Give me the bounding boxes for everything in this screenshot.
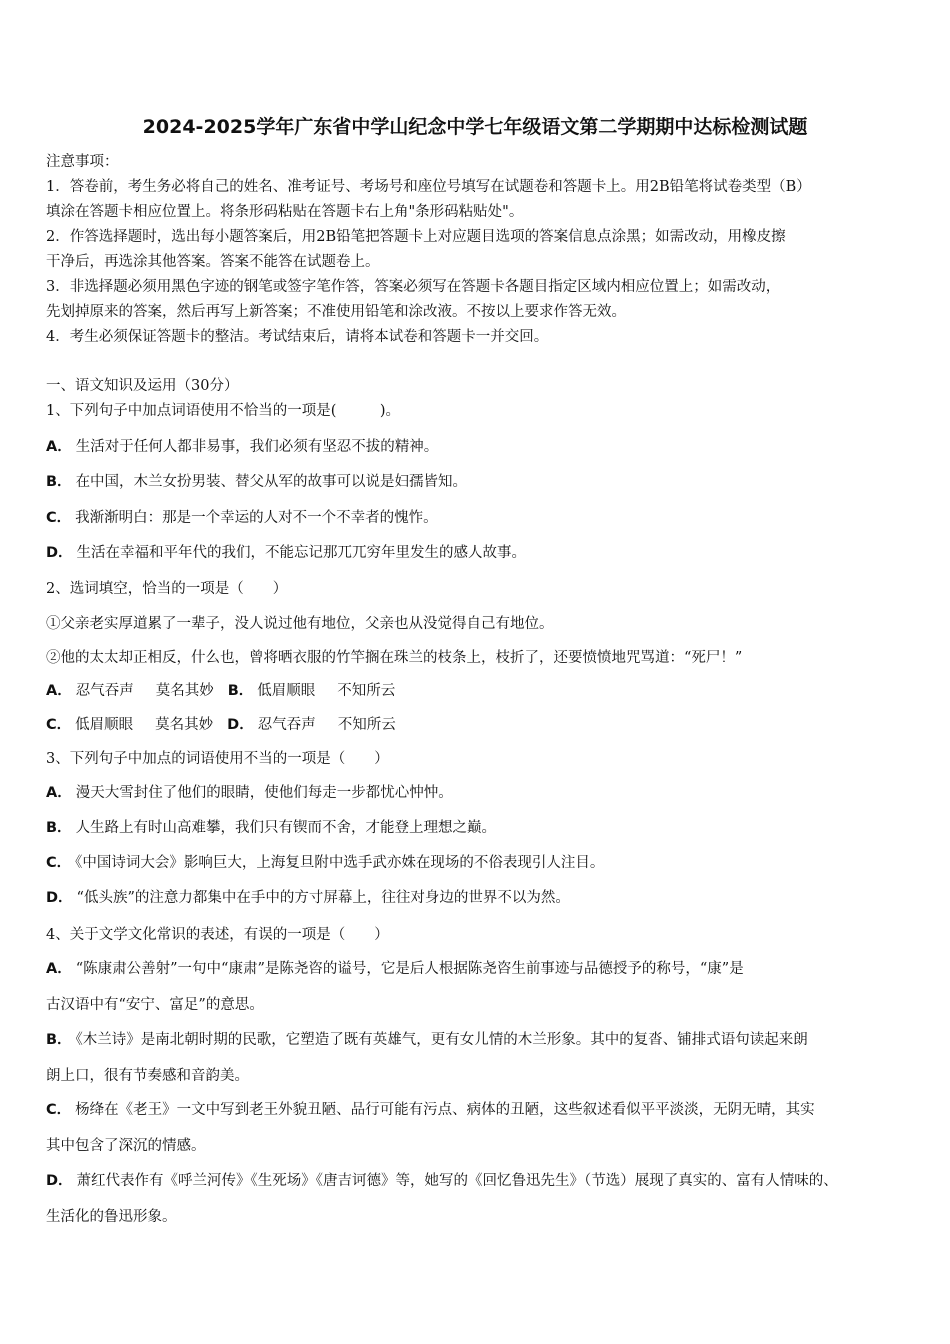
option-label: C． [46,510,72,526]
q1-option-c [46,509,916,527]
notice-line: 4．考生必须保证答题卡的整洁。考试结束后，请将本试卷和答题卡一并交回。 [46,329,549,345]
option-label: C． [46,717,72,733]
section-heading: 一、语文知识及运用（30分） [46,378,239,394]
q4-option-c-cont: 其中包含了深沉的情感。 [46,1138,206,1154]
option-label: D． [46,890,73,906]
option-word: 忍气吞声 [257,717,316,733]
q4-option-a-cont: 古汉语中有“安宁、富足”的意思。 [46,997,264,1013]
notice-line: 3．非选择题必须用黑色字迹的钢笔或签字笔作答，答案必须写在答题卡各题目指定区域内相应位置上；如需改动， [46,279,781,295]
option-label: D． [46,545,73,561]
q2-sentence-2: ②他的太太却正相反，什么也，曾将晒衣服的竹竿搁在珠兰的枝条上，枝折了，还要愤愤地咒骂道：“死尸！” [46,650,743,666]
q3-option-d [46,889,916,907]
notice-line: 填涂在答题卡相应位置上。将条形码粘贴在答题卡右上角"条形码粘贴处"。 [46,204,524,220]
option-label: B． [227,683,254,699]
option-text: 我渐渐明白：那是一个幸运的人对不一个不幸者的愧怍。 [75,510,438,526]
q1-option-a [46,438,916,456]
page-title: 2024-2025学年广东省中学山纪念中学七年级语文第二学期期中达标检测试题 [142,116,808,138]
option-text: 杨绛在《老王》一文中写到老王外貌丑陋、品行可能有污点、病体的丑陋，这些叙述看似平平淡淡，无阴无晴，其实 [75,1102,815,1118]
question-3-stem: 3、下列句子中加点的词语使用不当的一项是（ ） [46,751,389,767]
notice-line: 2．作答选择题时，选出每小题答案后，用2B铅笔把答题卡上对应题目选项的答案信息点涂黑；如需改动，用橡皮擦 [46,229,786,245]
notice-line: 1．答卷前，考生务必将自己的姓名、准考证号、考场号和座位号填写在试题卷和答题卡上。用2B铅笔将试卷类型（B） [46,179,811,195]
option-label: B． [46,820,72,836]
option-text: 人生路上有时山高难攀，我们只有锲而不舍，才能登上理想之巅。 [75,820,497,836]
option-label: B． [46,474,72,490]
option-word: 不知所云 [337,717,396,733]
q4-option-a [46,960,916,978]
option-label: B． [46,1032,72,1048]
q3-option-c [46,854,916,872]
option-text: “低头族”的注意力都集中在手中的方寸屏幕上，往往对身边的世界不以为然。 [76,890,570,906]
option-word: 不知所云 [337,683,396,699]
q3-option-b [46,819,916,837]
question-1-stem: 1、下列句子中加点词语使用不恰当的一项是( )。 [46,403,401,419]
option-label: A． [46,439,72,455]
q1-option-b [46,473,916,491]
option-word: 低眉顺眼 [75,717,134,733]
option-label: D． [46,1173,73,1189]
option-label: A． [46,961,72,977]
q4-option-b-cont: 朗上口，很有节奏感和音韵美。 [46,1068,249,1084]
option-word: 忍气吞声 [75,683,134,699]
option-text: 漫天大雪封住了他们的眼睛，使他们每走一步都忧心忡忡。 [75,785,453,801]
q3-option-a [46,784,916,802]
option-word: 低眉顺眼 [257,683,316,699]
option-word: 莫名其妙 [155,683,214,699]
question-2-stem: 2、选词填空，恰当的一项是（ ） [46,581,288,597]
question-4-stem: 4、关于文学文化常识的表述，有误的一项是（ ） [46,927,389,943]
option-label: D． [227,717,254,733]
notice-line: 先划掉原来的答案，然后再写上新答案；不准使用铅笔和涂改液。不按以上要求作答无效。 [46,304,626,320]
option-text: 《木兰诗》是南北朝时期的民歌，它塑造了既有英雄气，更有女儿情的木兰形象。其中的复沓、铺排式语句读起来朗 [75,1032,808,1048]
option-text: 《中国诗词大会》影响巨大，上海复旦附中选手武亦姝在现场的不俗表现引人注目。 [75,855,605,871]
q4-option-d [46,1172,916,1190]
option-text: 萧红代表作有《呼兰河传》《生死场》《唐吉诃德》等，她写的《回忆鲁迅先生》（节选）展现了真实的、富有人情味的、 [76,1173,838,1189]
q4-option-b [46,1031,916,1049]
option-text: 生活对于任何人都非易事，我们必须有坚忍不拔的精神。 [75,439,439,455]
option-text: 生活在幸福和平年代的我们，不能忘记那兀兀穷年里发生的感人故事。 [76,545,527,561]
q1-option-d [46,544,916,562]
q4-option-c [46,1101,916,1119]
option-label: C． [46,855,72,871]
q2-options-row-2 [46,716,916,734]
option-label: C． [46,1102,72,1118]
option-label: A． [46,785,72,801]
q2-options-row-1 [46,682,916,700]
option-label: A． [46,683,72,699]
option-text: 在中国，木兰女扮男装、替父从军的故事可以说是妇孺皆知。 [75,474,468,490]
notice-heading: 注意事项： [46,154,119,170]
option-text: “陈康肃公善射”一句中“康肃”是陈尧咨的谥号，它是后人根据陈尧咨生前事迹与品德授予的称号，“康”是 [75,961,744,977]
q4-option-d-cont: 生活化的鲁迅形象。 [46,1209,177,1225]
q2-sentence-1: ①父亲老实厚道累了一辈子，没人说过他有地位，父亲也从没觉得自己有地位。 [46,616,554,632]
option-word: 莫名其妙 [155,717,214,733]
notice-line: 干净后，再选涂其他答案。答案不能答在试题卷上。 [46,254,380,270]
